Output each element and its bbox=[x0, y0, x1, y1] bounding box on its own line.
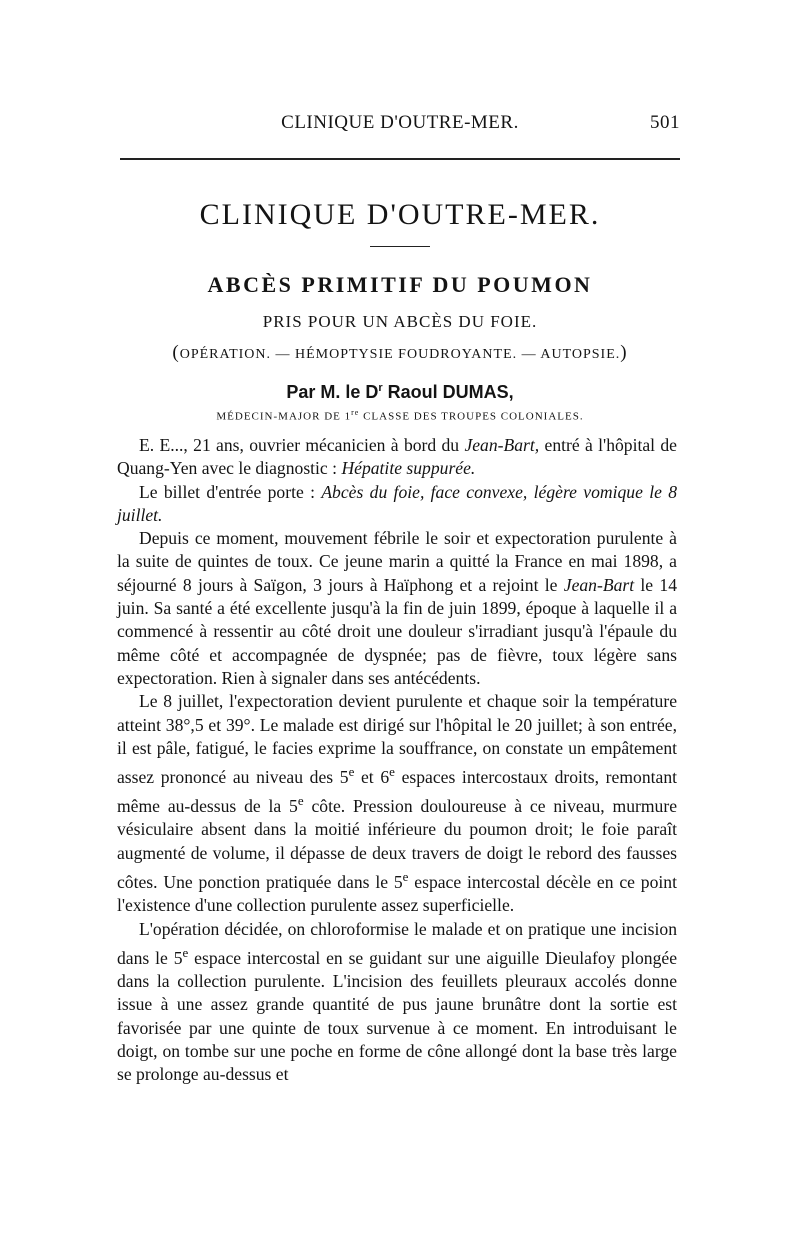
text-run: et 6 bbox=[354, 767, 390, 788]
text-run: le 14 juin. Sa santé a été excellente jusqu'à la fin de juin 1899, époque à laquelle il a commencé à ressentir au côté droit une douleur s'irradiant jusqu'à l'épaule du même côté et accompagnée de dyspnée; pas de fièvre, toux légère sans expectoration. Rien à signaler dans ses antécédents. bbox=[117, 574, 677, 688]
open-paren: ( bbox=[172, 342, 180, 363]
paragraph-3 bbox=[117, 527, 677, 690]
text-run: espaces intercostaux droits, remontant même au-dessus de la 5 bbox=[117, 767, 678, 817]
author-prefix: Par M. le D bbox=[286, 382, 379, 402]
page-number: 501 bbox=[650, 112, 680, 133]
header-rule bbox=[120, 158, 680, 160]
text-run: entré à l'hôpital de Quang-Yen avec le diagnostic : bbox=[117, 435, 677, 479]
rank-suffix: CLASSE DES TROUPES COLONIALES. bbox=[359, 410, 584, 423]
text-run: espace intercostal décèle en ce point l'existence d'une collection purulente assez superficielle. bbox=[117, 871, 677, 916]
paragraph-2 bbox=[117, 481, 677, 528]
rank-prefix: MÉDECIN-MAJOR DE 1 bbox=[216, 410, 352, 423]
admission-note: Abcès du foie, face convexe, légère vomique le 8 juillet. bbox=[117, 481, 678, 525]
superscript: e bbox=[182, 944, 189, 960]
close-paren: ) bbox=[620, 342, 628, 363]
subtitle-line-3 bbox=[0, 342, 800, 364]
rank-sup: re bbox=[351, 408, 360, 417]
text-run: L'opération décidée, on chloroformise le malade et on pratique une incision dans le 5 bbox=[117, 918, 677, 968]
article-subtitle: ABCÈS PRIMITIF DU POUMON bbox=[207, 272, 593, 297]
superscript: e bbox=[389, 764, 395, 780]
author-rank bbox=[0, 408, 800, 423]
text-run: espace intercostal en se guidant sur une aiguille Dieulafoy plongée dans la collection purulente. L'incision des feuillets pleuraux accolés donne issue à une assez grande quantité de pus jaune brunâtre dont la sortie est favorisée par une quinte de toux survenue à ce moment. En introduisant le doigt, on tombe sur une poche en forme de cône allongé dont la base très large se prolonge au-dessus et bbox=[117, 947, 678, 1085]
subtitle-line-3-text: OPÉRATION. — HÉMOPTYSIE FOUDROYANTE. — AUTOPSIE. bbox=[179, 347, 621, 362]
superscript: e bbox=[297, 793, 304, 809]
text-run: Depuis ce moment, mouvement fébrile le soir et expectoration purulente à la suite de quintes de toux. Ce jeune marin a quitté la France en mai 1898, a séjourné 8 jours à Saïgon, 3 jours à Haïphong et a rejoint le bbox=[117, 528, 677, 595]
ship-name: Jean-Bart, bbox=[464, 435, 540, 455]
diagnosis: Hépatite suppurée. bbox=[341, 458, 476, 479]
superscript: e bbox=[402, 869, 409, 885]
text-run: Le billet d'entrée porte : bbox=[139, 481, 322, 502]
author-name: Raoul DUMAS, bbox=[387, 382, 514, 402]
text-run: côte. Pression douloureuse à ce niveau, murmure vésiculaire absent dans la moitié inférieure du poumon droit; le foie paraît augmenté de volume, il dépasse de deux travers de doigt le rebord des fausses côtes. Une ponction pratiquée dans le 5 bbox=[117, 796, 678, 892]
paragraph-1 bbox=[117, 434, 677, 481]
ship-name: Jean-Bart bbox=[563, 574, 635, 595]
article-title: CLINIQUE D'OUTRE-MER. bbox=[199, 198, 601, 231]
author-title-sup: r bbox=[378, 382, 383, 394]
paragraph-4 bbox=[117, 690, 677, 917]
subtitle-line-2: PRIS POUR UN ABCÈS DU FOIE. bbox=[262, 312, 538, 331]
author-line bbox=[0, 382, 800, 403]
running-head bbox=[120, 112, 680, 142]
superscript: e bbox=[348, 764, 355, 780]
paragraph-5 bbox=[117, 918, 677, 1087]
title-divider bbox=[370, 246, 430, 247]
text-run: Le 8 juillet, l'expectoration devient purulente et chaque soir la température atteint 38°,5 et 39°. Le malade est dirigé sur l'hôpital le 20 juillet; à son entrée, il est pâle, fatigué, le facies exprime la souffrance, on constate un empâtement assez prononcé au niveau des 5 bbox=[117, 691, 677, 788]
text-run: E. E..., 21 ans, ouvrier mécanicien à bord du bbox=[139, 435, 465, 455]
running-head-title: CLINIQUE D'OUTRE-MER. bbox=[281, 112, 519, 133]
article-body bbox=[117, 434, 677, 1086]
